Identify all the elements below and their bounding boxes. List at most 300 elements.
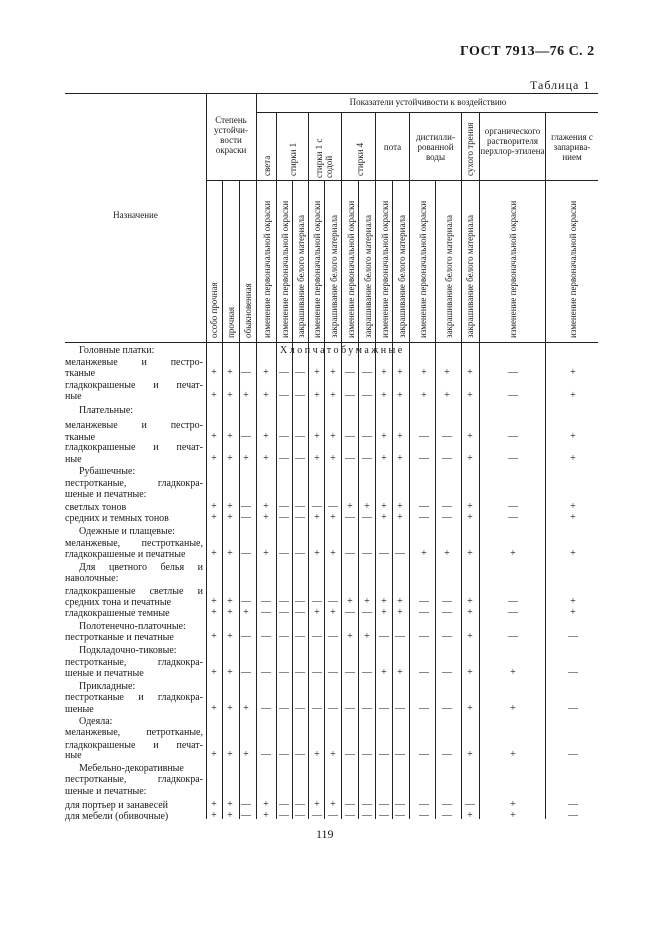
plus-mark: + [381,390,387,401]
plus-mark: + [227,799,233,810]
sub-col: закрашивание белого материала [363,214,373,338]
dash-mark: — [419,667,429,678]
row-label: для портьер и занавесей [65,800,168,811]
plus-mark: + [510,548,516,559]
plus-mark: + [467,512,473,523]
plus-mark: + [421,548,427,559]
degree-header: Степень устойчи-вости окраски [214,115,248,155]
row-label: гладкокрашеные и печатные [65,549,186,560]
dash-mark: — [345,548,355,559]
plus-mark: + [467,749,473,760]
dash-mark: — [568,631,578,642]
row-label: ные [65,454,82,465]
plus-mark: + [467,367,473,378]
dash-mark: — [241,667,251,678]
dash-mark: — [279,431,289,442]
dash-mark: — [379,799,389,810]
dash-mark: — [508,431,518,442]
plus-mark: + [227,631,233,642]
plus-mark: + [397,453,403,464]
plus-mark: + [211,367,217,378]
plus-mark: + [227,390,233,401]
sub-col: закрашивание белого материала [465,214,475,338]
dash-mark: — [279,703,289,714]
plus-mark: + [397,431,403,442]
plus-mark: + [444,367,450,378]
dash-mark: — [419,596,429,607]
row-label: Подкладочно-тиковые: [79,645,177,656]
plus-mark: + [510,667,516,678]
dash-mark: — [419,749,429,760]
plus-mark: + [243,749,249,760]
sub-col: закрашивание белого материала [397,214,407,338]
degree-col-3: обыкновенная [243,283,253,338]
dash-mark: — [345,431,355,442]
dash-mark: — [279,367,289,378]
plus-mark: + [467,631,473,642]
dash-mark: — [419,607,429,618]
row-label: пестротканые и печатные [65,632,174,643]
plus-mark: + [227,512,233,523]
dash-mark: — [442,453,452,464]
dash-mark: — [295,703,305,714]
dash-mark: — [442,749,452,760]
plus-mark: + [467,703,473,714]
group-ironing: глажения с запарива-нием [551,132,593,162]
plus-mark: + [421,390,427,401]
dash-mark: — [295,749,305,760]
group-dry-rub: сухого трения [465,122,475,176]
plus-mark: + [397,512,403,523]
dash-mark: — [362,390,372,401]
plus-mark: + [314,749,320,760]
dash-mark: — [312,596,322,607]
dash-mark: — [279,512,289,523]
dash-mark: — [568,810,578,821]
plus-mark: + [243,390,249,401]
page-header: ГОСТ 7913—76 С. 2 [460,44,595,59]
plus-mark: + [570,596,576,607]
dash-mark: — [261,749,271,760]
dash-mark: — [568,799,578,810]
col-divider [308,112,309,819]
plus-mark: + [227,667,233,678]
row-label: Полотенечно-платочные: [79,621,186,632]
plus-mark: + [314,512,320,523]
dash-mark: — [312,667,322,678]
row-label: пестротканые, гладкокра- [65,478,203,489]
row-label: для мебели (обивочные) [65,811,169,822]
dash-mark: — [568,667,578,678]
dash-mark: — [279,631,289,642]
plus-mark: + [381,501,387,512]
plus-mark: + [467,607,473,618]
plus-mark: + [467,810,473,821]
dash-mark: — [442,512,452,523]
dash-mark: — [362,749,372,760]
col-divider [375,112,376,819]
row-label: Мебельно-декоративные [79,763,184,774]
row-label: тканые [65,432,96,443]
plus-mark: + [263,453,269,464]
plus-mark: + [330,607,336,618]
plus-mark: + [467,501,473,512]
plus-mark: + [397,390,403,401]
dash-mark: — [419,453,429,464]
sub-col: изменение первоначальной окраски [262,200,272,338]
dash-mark: — [379,703,389,714]
plus-mark: + [227,367,233,378]
row-label: ные [65,391,82,402]
sub-col: закрашивание белого материала [296,214,306,338]
dash-mark: — [442,501,452,512]
dash-mark: — [442,667,452,678]
dash-mark: — [419,703,429,714]
dash-mark: — [362,431,372,442]
col-divider [256,93,257,819]
plus-mark: + [397,596,403,607]
dash-mark: — [312,631,322,642]
plus-mark: + [381,367,387,378]
dash-mark: — [241,631,251,642]
sub-col: закрашивание белого материала [329,214,339,338]
group-wash4: стирки 4 [355,142,365,176]
header-bottom-border [65,342,598,343]
dash-mark: — [395,631,405,642]
plus-mark: + [364,501,370,512]
dash-mark: — [328,631,338,642]
dash-mark: — [261,631,271,642]
dash-mark: — [508,596,518,607]
dash-mark: — [362,810,372,821]
dash-mark: — [261,607,271,618]
plus-mark: + [364,596,370,607]
row-label: меланжевые и пестро- [65,420,203,431]
plus-mark: + [467,548,473,559]
plus-mark: + [314,390,320,401]
dash-mark: — [508,367,518,378]
dash-mark: — [295,810,305,821]
plus-mark: + [330,799,336,810]
plus-mark: + [330,749,336,760]
page-number: 119 [316,827,334,841]
dash-mark: — [442,431,452,442]
plus-mark: + [467,667,473,678]
dash-mark: — [362,367,372,378]
dash-mark: — [465,799,475,810]
row-label: меланжевые, пестротканые, [65,538,203,549]
sub-col: изменение первоначальной окраски [280,200,290,338]
dash-mark: — [419,631,429,642]
row-label: меланжевые и пестро- [65,357,203,368]
plus-mark: + [510,703,516,714]
dash-mark: — [442,810,452,821]
dash-mark: — [508,607,518,618]
plus-mark: + [314,453,320,464]
dash-mark: — [508,390,518,401]
plus-mark: + [421,367,427,378]
dash-mark: — [295,548,305,559]
row-label: гладкокрашеные темные [65,608,170,619]
subheader-rule [206,180,598,181]
table-top-border [65,93,598,94]
dash-mark: — [328,596,338,607]
dash-mark: — [362,799,372,810]
dash-mark: — [295,367,305,378]
dash-mark: — [345,667,355,678]
row-label: средних и темных тонов [65,513,169,524]
plus-mark: + [347,596,353,607]
dash-mark: — [442,596,452,607]
dash-mark: — [379,631,389,642]
dash-mark: — [241,799,251,810]
plus-mark: + [467,596,473,607]
plus-mark: + [381,453,387,464]
row-label: шеные [65,704,94,715]
col-divider [239,180,240,819]
dash-mark: — [295,431,305,442]
dash-mark: — [442,799,452,810]
group-wash1-soda: стирки 1 с содой [314,138,334,178]
group-sweat: пота [383,142,402,152]
dash-mark: — [395,548,405,559]
plus-mark: + [330,548,336,559]
dash-mark: — [395,799,405,810]
plus-mark: + [227,453,233,464]
dash-mark: — [442,703,452,714]
plus-mark: + [570,512,576,523]
col-divider [479,112,480,819]
sub-col: изменение первоначальной окраски [346,200,356,338]
row-label: наволочные: [65,573,119,584]
row-label: пестротканые и гладкокра- [65,692,203,703]
dash-mark: — [419,799,429,810]
plus-mark: + [330,512,336,523]
plus-mark: + [263,799,269,810]
dash-mark: — [279,607,289,618]
plus-mark: + [570,431,576,442]
dash-mark: — [508,631,518,642]
dash-mark: — [328,810,338,821]
plus-mark: + [444,390,450,401]
dash-mark: — [312,810,322,821]
dash-mark: — [279,390,289,401]
dash-mark: — [362,607,372,618]
plus-mark: + [397,367,403,378]
plus-mark: + [330,431,336,442]
plus-mark: + [263,431,269,442]
dash-mark: — [345,749,355,760]
plus-mark: + [227,596,233,607]
plus-mark: + [227,607,233,618]
row-label: гладкокрашеные и печат- [65,442,203,453]
sub-col: изменение первоначальной окраски [312,200,322,338]
dash-mark: — [328,667,338,678]
plus-mark: + [263,810,269,821]
dash-mark: — [345,703,355,714]
plus-mark: + [211,799,217,810]
dash-mark: — [295,607,305,618]
plus-mark: + [381,431,387,442]
dash-mark: — [362,703,372,714]
plus-mark: + [263,367,269,378]
dash-mark: — [379,810,389,821]
col-divider [545,112,546,819]
row-label: гладкокрашеные и печат- [65,380,203,391]
plus-mark: + [227,749,233,760]
plus-mark: + [211,810,217,821]
dash-mark: — [345,607,355,618]
group-wash1: стирки 1 [288,142,298,176]
dash-mark: — [295,799,305,810]
plus-mark: + [211,501,217,512]
col-divider [358,180,359,819]
dash-mark: — [261,703,271,714]
plus-mark: + [314,367,320,378]
dash-mark: — [362,667,372,678]
plus-mark: + [211,548,217,559]
plus-mark: + [211,431,217,442]
dash-mark: — [261,667,271,678]
sub-col: изменение первоначальной окраски [568,200,578,338]
row-label: гладкокрашеные светлые и [65,586,203,597]
group-distilled-water: дистилли-рованной воды [416,132,455,162]
sub-col: изменение первоначальной окраски [418,200,428,338]
plus-mark: + [263,390,269,401]
plus-mark: + [467,453,473,464]
plus-mark: + [314,431,320,442]
dash-mark: — [419,512,429,523]
dash-mark: — [295,390,305,401]
plus-mark: + [263,512,269,523]
plus-mark: + [211,596,217,607]
dash-mark: — [508,512,518,523]
dash-mark: — [419,431,429,442]
col-divider [324,180,325,819]
plus-mark: + [211,667,217,678]
plus-mark: + [467,431,473,442]
dash-mark: — [241,548,251,559]
dash-mark: — [279,501,289,512]
plus-mark: + [444,548,450,559]
dash-mark: — [345,810,355,821]
row-label: меланжевые, петротканые, [65,727,203,738]
plus-mark: + [510,810,516,821]
row-label: гладкокрашеные и печат- [65,740,203,751]
row-label: Одежные и плащевые: [79,526,175,537]
plus-mark: + [381,607,387,618]
dash-mark: — [241,596,251,607]
plus-mark: + [397,667,403,678]
dash-mark: — [419,501,429,512]
dash-mark: — [279,667,289,678]
dash-mark: — [568,703,578,714]
group-cotton: Хлопчатобумажные [280,345,405,356]
sub-col: изменение первоначальной окраски [508,200,518,338]
dash-mark: — [328,501,338,512]
plus-mark: + [397,607,403,618]
dash-mark: — [312,501,322,512]
plus-mark: + [330,367,336,378]
plus-mark: + [330,390,336,401]
col-divider [392,180,393,819]
dash-mark: — [241,501,251,512]
dash-mark: — [345,512,355,523]
plus-mark: + [211,703,217,714]
dash-mark: — [241,810,251,821]
table-number: Таблица 1 [530,78,591,92]
row-label: Головные платки: [79,345,155,356]
plus-mark: + [243,607,249,618]
plus-mark: + [211,749,217,760]
plus-mark: + [243,703,249,714]
row-label: пестротканые, гладкокра- [65,774,203,785]
plus-mark: + [211,512,217,523]
plus-mark: + [314,799,320,810]
plus-mark: + [243,453,249,464]
dash-mark: — [295,631,305,642]
plus-mark: + [381,667,387,678]
plus-mark: + [397,501,403,512]
dash-mark: — [279,810,289,821]
dash-mark: — [362,548,372,559]
plus-mark: + [570,501,576,512]
dash-mark: — [295,453,305,464]
dash-mark: — [395,749,405,760]
dash-mark: — [279,548,289,559]
col-divider [435,180,436,819]
plus-mark: + [314,548,320,559]
plus-mark: + [211,453,217,464]
row-label: тканые [65,368,96,379]
plus-mark: + [330,453,336,464]
plus-mark: + [211,607,217,618]
dash-mark: — [312,703,322,714]
sub-col: закрашивание белого материала [444,214,454,338]
row-label: светлых тонов [65,502,127,513]
degree-col-2: прочная [226,306,236,338]
plus-mark: + [211,390,217,401]
plus-mark: + [263,548,269,559]
degree-col-1: особо прочная [209,282,219,338]
dash-mark: — [345,367,355,378]
dash-mark: — [419,810,429,821]
row-label: шеные и печатные: [65,489,147,500]
dash-mark: — [362,453,372,464]
dash-mark: — [241,431,251,442]
plus-mark: + [347,631,353,642]
dash-mark: — [345,390,355,401]
dash-mark: — [345,453,355,464]
plus-mark: + [227,703,233,714]
plus-mark: + [314,607,320,618]
row-label: Одеяла: [79,716,113,727]
row-label: Для цветного белья и [79,562,203,573]
dash-mark: — [295,501,305,512]
col-divider [409,112,410,819]
row-label: Плательные: [79,405,134,416]
col-divider [292,180,293,819]
plus-mark: + [227,810,233,821]
plus-mark: + [570,453,576,464]
plus-mark: + [227,431,233,442]
dash-mark: — [328,703,338,714]
indicators-header: Показатели устойчивости к воздействию [349,97,507,107]
plus-mark: + [570,390,576,401]
designation-header: Назначение [113,210,158,220]
row-label: пестротканые, гладкокра- [65,657,203,668]
plus-mark: + [467,390,473,401]
